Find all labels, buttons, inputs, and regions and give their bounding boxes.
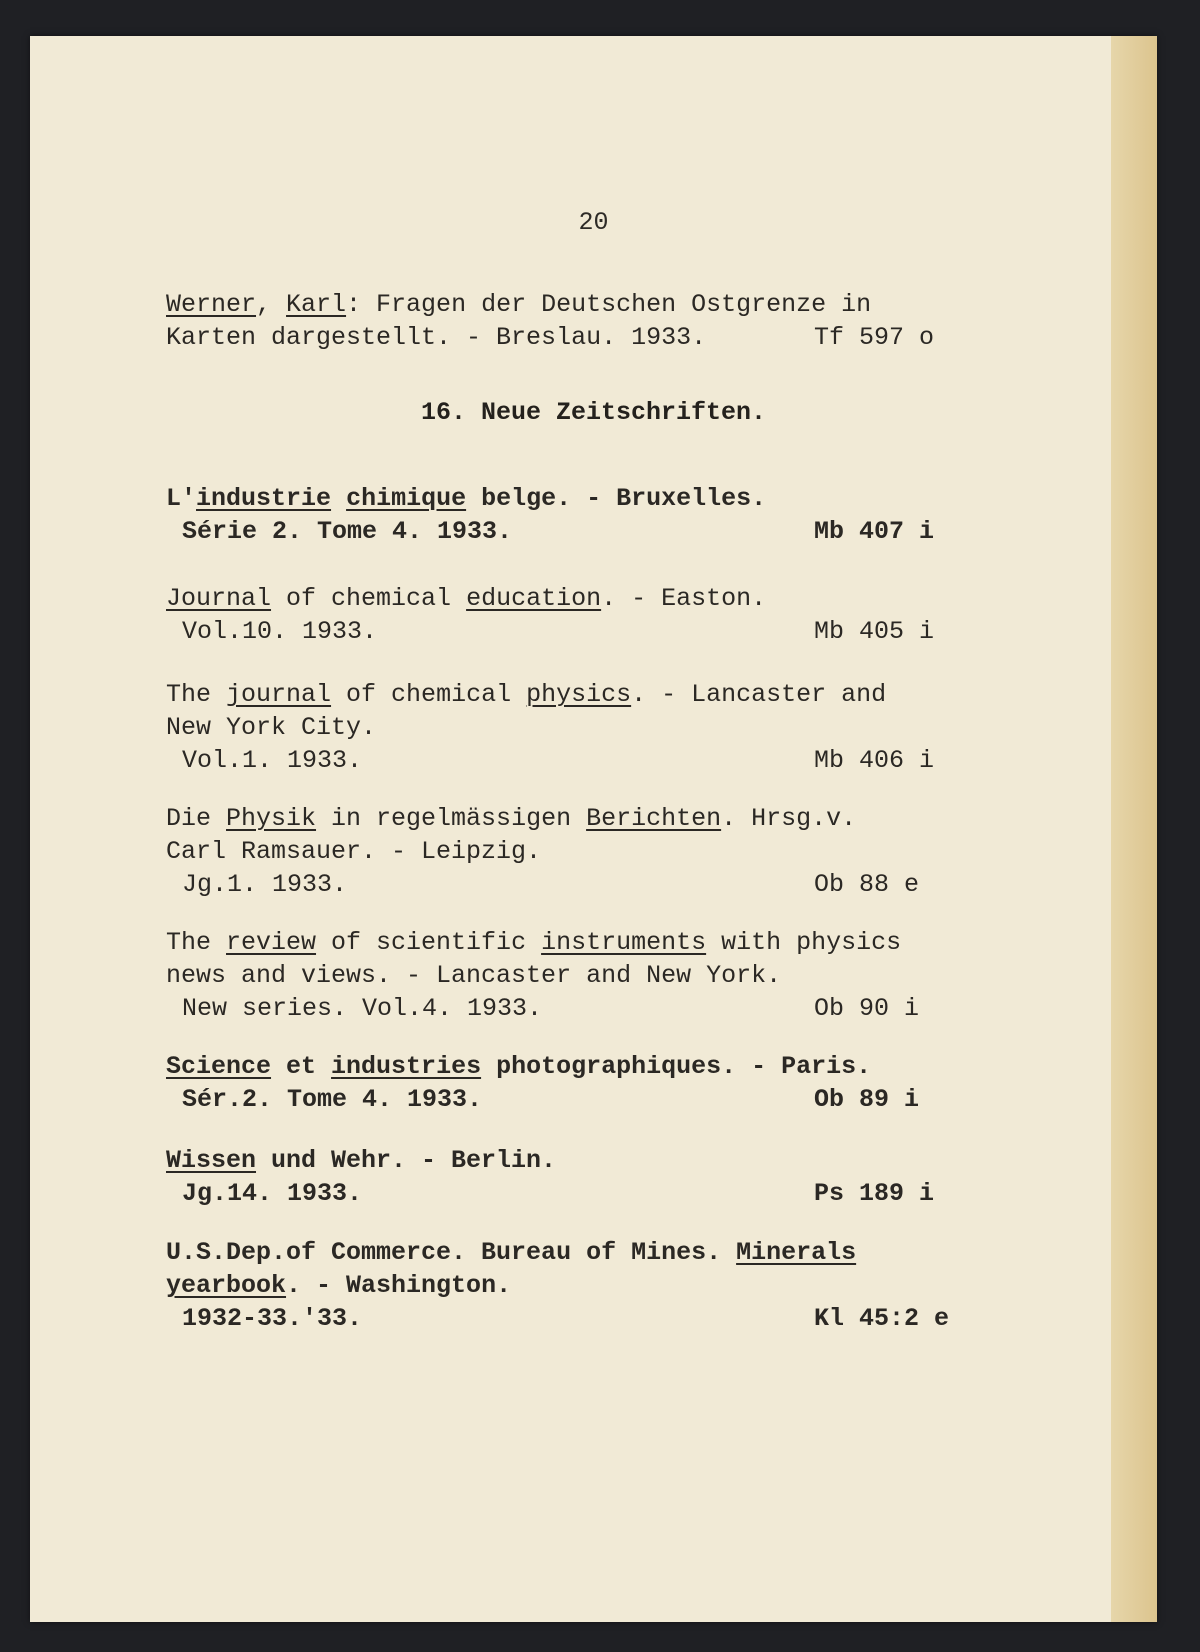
call-number: Mb 405 i xyxy=(814,617,935,646)
call-number: Ob 89 i xyxy=(814,1085,920,1114)
periodical-entry: Journal of chemical education. - Easton. Vol.10. 1933. Mb 405 i xyxy=(166,584,935,646)
volume: Jg.14. 1933. xyxy=(182,1179,363,1208)
periodical-entry: Wissen und Wehr. - Berlin. Jg.14. 1933. Ps 189 i xyxy=(166,1146,935,1208)
call-number: Ob 88 e xyxy=(814,870,920,899)
periodical-entry: Die Physik in regelmässigen Berichten. Hrsg.v. Carl Ramsauer. - Leipzig. Jg.1. 1933. Ob 88 e xyxy=(166,804,920,899)
call-number: Mb 406 i xyxy=(814,746,935,775)
volume: New series. Vol.4. 1933. xyxy=(182,994,543,1023)
volume: Vol.10. 1933. xyxy=(182,617,378,646)
periodical-entry: Science et industries photographiques. - Paris. Sér.2. Tome 4. 1933. Ob 89 i xyxy=(166,1052,920,1114)
periodical-entry: The review of scientific instruments with physics news and views. - Lancaster and New York. New series. Vol.4. 1933. Ob 90 i xyxy=(166,928,920,1023)
call-number: Kl 45:2 e xyxy=(814,1304,950,1333)
author-first: Karl xyxy=(286,290,347,319)
volume: Vol.1. 1933. xyxy=(182,746,363,775)
page-number: 20 xyxy=(578,208,609,237)
periodical-entry: L'industrie chimique belge. - Bruxelles. Série 2. Tome 4. 1933. Mb 407 i xyxy=(166,484,935,546)
call-number: Ob 90 i xyxy=(814,994,920,1023)
volume: 1932-33.'33. xyxy=(182,1304,363,1333)
section-title: 16. Neue Zeitschriften. xyxy=(420,398,767,427)
periodical-entry: U.S.Dep.of Commerce. Bureau of Mines. Minerals yearbook. - Washington. 1932-33.'33. Kl 45:2 e xyxy=(166,1238,950,1333)
call-number: Ps 189 i xyxy=(814,1179,935,1208)
call-number: Tf 597 o xyxy=(814,323,935,352)
paper-edge xyxy=(1111,36,1157,1622)
entry-line2: Karten dargestellt. - Breslau. 1933. xyxy=(166,323,707,352)
volume: Jg.1. 1933. xyxy=(182,870,348,899)
volume: Sér.2. Tome 4. 1933. xyxy=(182,1085,483,1114)
call-number: Mb 407 i xyxy=(814,517,935,546)
periodical-entry: The journal of chemical physics. - Lancaster and New York City. Vol.1. 1933. Mb 406 i xyxy=(166,680,935,775)
catalog-entry-werner: Werner, Karl: Fragen der Deutschen Ostgrenze in Karten dargestellt. - Breslau. 1933. Tf 597 o xyxy=(166,290,935,352)
author-last: Werner xyxy=(166,290,257,319)
document-page xyxy=(30,36,1157,1622)
volume: Série 2. Tome 4. 1933. xyxy=(182,517,513,546)
